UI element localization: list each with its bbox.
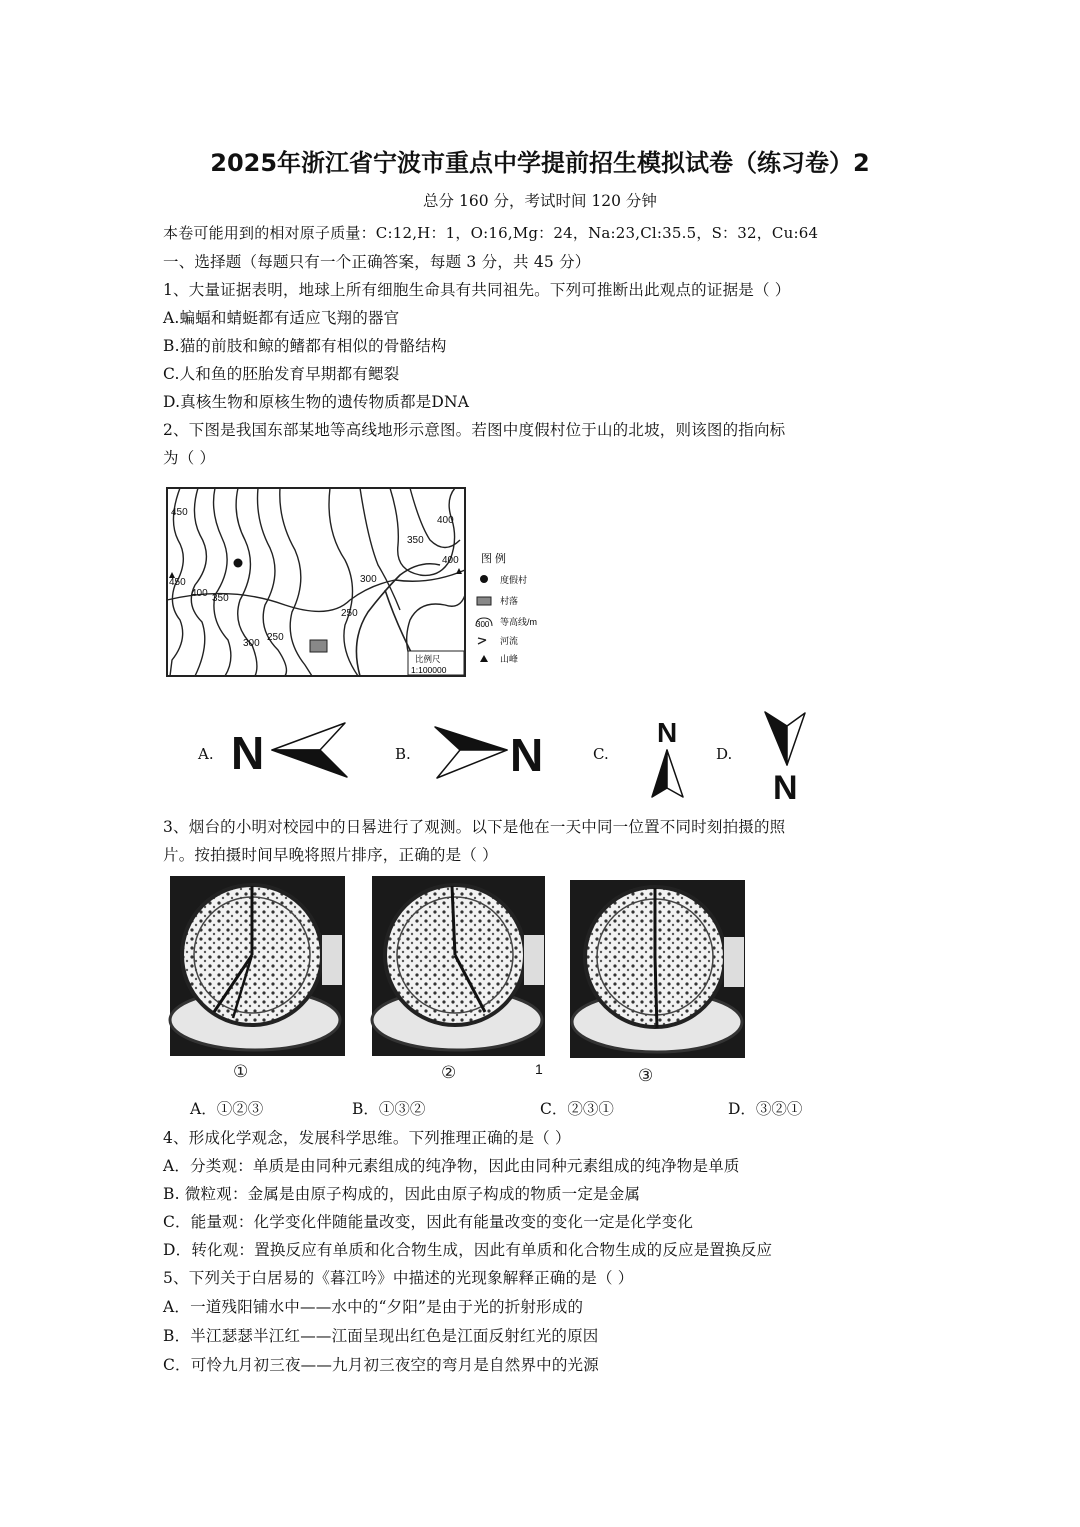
q5-option-a: A．一道残阳铺水中——水中的“夕阳”是由于光的折射形成的 bbox=[163, 1298, 584, 1316]
north-arrow-b bbox=[435, 727, 507, 778]
q4-option-a: A．分类观：单质是由同种元素组成的纯净物，因此由同种元素组成的纯净物是单质 bbox=[163, 1157, 740, 1175]
contour-label: 250 bbox=[267, 632, 284, 643]
contour-line bbox=[280, 488, 312, 676]
sundial-photo-1 bbox=[170, 876, 345, 1056]
scale-value: 1:100000 bbox=[411, 665, 447, 675]
north-arrow-a-letter: N bbox=[231, 727, 265, 779]
contour-line bbox=[167, 570, 465, 611]
q3-stem-line2: 片。按拍摄时间早晚将照片排序，正确的是（ ） bbox=[163, 846, 498, 864]
q1-option-d: D.真核生物和原核生物的遗传物质都是DNA bbox=[163, 393, 470, 411]
q2-option-b-label: B. bbox=[395, 745, 411, 763]
legend-resort-icon bbox=[480, 575, 488, 583]
photo-label-2: ② bbox=[441, 1063, 457, 1082]
q1-option-a: A.蝙蝠和蜻蜓都有适应飞翔的器官 bbox=[163, 309, 400, 327]
contour-label: 400 bbox=[437, 515, 454, 526]
sundial-photo-2 bbox=[372, 876, 545, 1056]
legend-resort: 度假村 bbox=[500, 575, 528, 585]
q5-option-b: B．半江瑟瑟半江红——江面呈现出红色是江面反射红光的原因 bbox=[163, 1327, 599, 1345]
sundial-photo-3 bbox=[570, 880, 745, 1058]
contour-label: 300 bbox=[360, 574, 377, 585]
contour-label: 450 bbox=[171, 507, 188, 518]
legend-title: 图 例 bbox=[481, 553, 507, 565]
q4-stem: 4、形成化学观念，发展科学思维。下列推理正确的是（ ） bbox=[163, 1129, 571, 1147]
contour-label: 400 bbox=[442, 555, 459, 566]
paper-title: 2025年浙江省宁波市重点中学提前招生模拟试卷（练习卷）2 bbox=[210, 149, 870, 177]
contour-label: 350 bbox=[212, 593, 229, 604]
legend-contour-sample: 300 bbox=[476, 620, 490, 629]
q4-option-c: C．能量观：化学变化伴随能量改变，因此有能量改变的变化一定是化学变化 bbox=[163, 1213, 694, 1231]
q3-option-d: D．③②① bbox=[728, 1100, 803, 1118]
north-arrow-c bbox=[652, 750, 683, 797]
q2-option-a-label: A. bbox=[198, 745, 214, 763]
q3-stem-line1: 3、烟台的小明对校园中的日晷进行了观测。以下是他在一天中同一位置不同时刻拍摄的照 bbox=[163, 818, 786, 836]
atomic-masses: 本卷可能用到的相对原子质量：C:12,H：1，O:16,Mg：24，Na:23,Cl:35.5，S：32，Cu:64 bbox=[163, 224, 819, 242]
q3-option-a: A．①②③ bbox=[190, 1100, 264, 1118]
north-arrow-d-letter: N bbox=[773, 769, 798, 805]
north-arrow-c-letter: N bbox=[657, 717, 678, 748]
contour-label: 450 bbox=[169, 577, 186, 588]
section-heading: 一、选择题（每题只有一个正确答案，每题 3 分，共 45 分） bbox=[163, 253, 591, 271]
contour-line bbox=[214, 488, 231, 676]
q2-stem-line1: 2、下图是我国东部某地等高线地形示意图。若图中度假村位于山的北坡，则该图的指向标 bbox=[163, 421, 786, 439]
page-number: 1 bbox=[535, 1061, 543, 1077]
contour-line bbox=[360, 488, 400, 610]
legend-peak-icon bbox=[480, 655, 488, 662]
village-marker bbox=[310, 640, 327, 652]
photo-label-1: ① bbox=[233, 1062, 249, 1081]
contour-label: 350 bbox=[407, 535, 424, 546]
resort-marker bbox=[234, 559, 243, 568]
q4-option-d: D．转化观：置换反应有单质和化合物生成，因此有单质和化合物生成的反应是置换反应 bbox=[163, 1241, 773, 1259]
north-arrows bbox=[220, 705, 820, 805]
legend-peak: 山峰 bbox=[500, 654, 519, 664]
q2-option-c-label: C. bbox=[593, 745, 609, 763]
q2-option-d-label: D. bbox=[716, 745, 733, 763]
contour-label: 400 bbox=[191, 588, 208, 599]
contour-map bbox=[160, 482, 560, 682]
legend-village-icon bbox=[477, 597, 491, 605]
sundial-photos bbox=[160, 870, 760, 1090]
legend-river: 河流 bbox=[500, 636, 519, 646]
q4-option-b: B. 微粒观：金属是由原子构成的，因此由原子构成的物质一定是金属 bbox=[163, 1185, 641, 1203]
legend-village: 村落 bbox=[500, 596, 519, 606]
photo-label-3: ③ bbox=[638, 1066, 654, 1085]
contour-label: 250 bbox=[341, 608, 358, 619]
legend-contour: 等高线/m bbox=[500, 617, 537, 627]
q1-option-b: B.猫的前肢和鲸的鳍都有相似的骨骼结构 bbox=[163, 337, 447, 355]
legend-river-icon bbox=[478, 638, 486, 644]
q5-option-c: C．可怜九月初三夜——九月初三夜空的弯月是自然界中的光源 bbox=[163, 1356, 599, 1374]
q3-option-b: B．①③② bbox=[352, 1100, 426, 1118]
q1-stem: 1、大量证据表明，地球上所有细胞生命具有共同祖先。下列可推断出此观点的证据是（ ） bbox=[163, 281, 791, 299]
q5-stem: 5、下列关于白居易的《暮江吟》中描述的光现象解释正确的是（ ） bbox=[163, 1269, 634, 1287]
north-arrow-a bbox=[272, 723, 347, 777]
q3-option-c: C．②③① bbox=[540, 1100, 614, 1118]
north-arrow-d bbox=[765, 712, 805, 765]
scale-label: 比例尺 bbox=[415, 654, 441, 664]
north-arrow-b-letter: N bbox=[510, 729, 544, 781]
q2-stem-line2: 为（ ） bbox=[163, 449, 216, 467]
contour-line bbox=[191, 488, 206, 676]
contour-label: 300 bbox=[243, 638, 260, 649]
q1-option-c: C.人和鱼的胚胎发育早期都有鳃裂 bbox=[163, 365, 400, 383]
contour-line bbox=[329, 488, 358, 676]
paper-subtitle: 总分 160 分，考试时间 120 分钟 bbox=[423, 192, 657, 210]
